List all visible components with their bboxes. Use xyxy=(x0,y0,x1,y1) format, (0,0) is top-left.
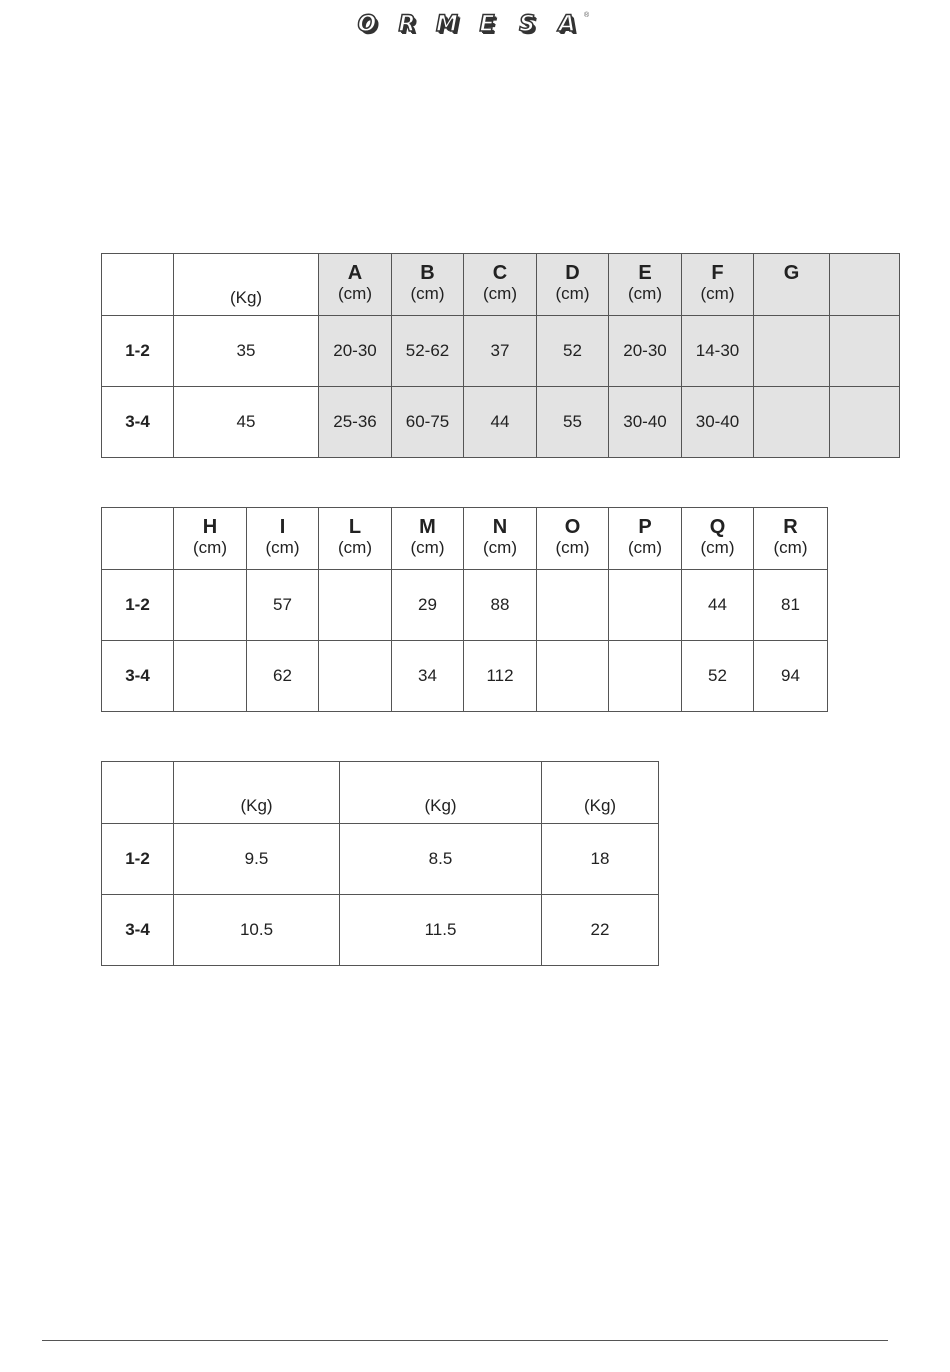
header-cell-c xyxy=(464,254,537,316)
table-cell: 62 xyxy=(247,641,319,712)
table-header-row xyxy=(102,508,828,570)
table-cell: 22 xyxy=(542,895,659,966)
header-letter: M xyxy=(419,516,436,538)
header-cell-p xyxy=(609,508,682,570)
table-cell: 25-36 xyxy=(319,387,392,458)
row-label: 3-4 xyxy=(102,641,174,712)
dimensions-table-1 xyxy=(101,253,900,458)
header-letter: L xyxy=(348,516,362,538)
header-cell-f xyxy=(682,254,754,316)
table-cell xyxy=(754,387,830,458)
table-cell xyxy=(319,570,392,641)
header-unit: (Kg) xyxy=(229,288,263,307)
header-unit: (Kg) xyxy=(424,796,457,815)
header-letter: C xyxy=(492,262,508,284)
table-row xyxy=(102,316,900,387)
header-letter: H xyxy=(202,516,218,538)
header-unit: (Kg) xyxy=(583,796,617,815)
table-cell xyxy=(830,316,900,387)
table-cell: 94 xyxy=(754,641,828,712)
header-cell-n xyxy=(464,508,537,570)
header-letter: F xyxy=(711,262,724,284)
row-label: 3-4 xyxy=(102,895,174,966)
table-header-row xyxy=(102,254,900,316)
logo-trademark: ® xyxy=(584,12,590,19)
table-cell: 9.5 xyxy=(174,824,340,895)
dimensions-table-2 xyxy=(101,507,828,712)
row-label: 1-2 xyxy=(102,316,174,387)
table-header-row xyxy=(102,762,659,824)
header-cell-g xyxy=(754,254,830,316)
header-letter: N xyxy=(492,516,508,538)
table-cell xyxy=(174,570,247,641)
header-cell-d xyxy=(537,254,609,316)
table-cell: 57 xyxy=(247,570,319,641)
table-cell: 18 xyxy=(542,824,659,895)
row-label: 1-2 xyxy=(102,824,174,895)
header-cell-weight xyxy=(174,254,319,316)
table-cell: 60-75 xyxy=(392,387,464,458)
logo-letter: S xyxy=(519,12,535,37)
header-cell-blank xyxy=(102,762,174,824)
header-cell-h xyxy=(174,508,247,570)
table-row xyxy=(102,641,828,712)
header-cell-blank xyxy=(102,254,174,316)
table-cell: 20-30 xyxy=(319,316,392,387)
header-cell-r xyxy=(754,508,828,570)
header-letter: E xyxy=(638,262,652,284)
table-cell: 35 xyxy=(174,316,319,387)
header-unit: (cm) xyxy=(628,538,662,557)
header-cell-o xyxy=(537,508,609,570)
header-letter: Q xyxy=(709,516,726,538)
logo-letter: M xyxy=(436,12,458,37)
table-cell: 30-40 xyxy=(682,387,754,458)
header-unit: (cm) xyxy=(628,284,662,303)
header-unit: (cm) xyxy=(193,538,227,557)
header-cell-blank-end xyxy=(830,254,900,316)
header-letter: B xyxy=(420,262,435,284)
table-cell: 88 xyxy=(464,570,537,641)
table-row xyxy=(102,824,659,895)
header-unit: (cm) xyxy=(483,284,517,303)
header-unit: (cm) xyxy=(700,538,735,557)
header-letter: R xyxy=(783,516,798,538)
table-cell: 52 xyxy=(537,316,609,387)
logo-letter: O xyxy=(357,12,377,37)
header-cell-b xyxy=(392,254,464,316)
table-cell xyxy=(609,641,682,712)
table-cell: 10.5 xyxy=(174,895,340,966)
header-cell-weight xyxy=(174,762,340,824)
weights-table xyxy=(101,761,659,966)
table-row xyxy=(102,387,900,458)
table-cell: 44 xyxy=(682,570,754,641)
table-cell: 8.5 xyxy=(340,824,542,895)
table-cell xyxy=(319,641,392,712)
header-letter: I xyxy=(279,516,286,538)
table-cell: 44 xyxy=(464,387,537,458)
header-unit: (cm) xyxy=(410,538,445,557)
header-unit: (cm) xyxy=(555,538,590,557)
header-letter: P xyxy=(638,516,652,538)
table-cell: 34 xyxy=(392,641,464,712)
header-unit: (cm) xyxy=(555,284,590,303)
logo-letter: A xyxy=(558,12,576,37)
logo-letter: R xyxy=(398,12,416,37)
header-cell-a xyxy=(319,254,392,316)
table-cell: 52-62 xyxy=(392,316,464,387)
table-cell: 81 xyxy=(754,570,828,641)
logo-letter: E xyxy=(479,12,495,37)
table-cell: 14-30 xyxy=(682,316,754,387)
table-row xyxy=(102,570,828,641)
header-letter: D xyxy=(565,262,580,284)
table-cell: 45 xyxy=(174,387,319,458)
row-label: 1-2 xyxy=(102,570,174,641)
header-unit: (cm) xyxy=(483,538,517,557)
header-cell-i xyxy=(247,508,319,570)
header-unit: (cm) xyxy=(773,538,808,557)
table-cell xyxy=(537,570,609,641)
header-cell-m xyxy=(392,508,464,570)
header-unit: (cm) xyxy=(410,284,445,303)
header-unit: (cm) xyxy=(338,538,372,557)
header-unit: (cm) xyxy=(338,284,372,303)
header-unit: (cm) xyxy=(700,284,735,303)
footer-divider xyxy=(42,1340,888,1341)
table-cell: 55 xyxy=(537,387,609,458)
header-cell-weight xyxy=(340,762,542,824)
table-cell: 37 xyxy=(464,316,537,387)
table-cell: 52 xyxy=(682,641,754,712)
header-cell-weight xyxy=(542,762,659,824)
table-cell: 20-30 xyxy=(609,316,682,387)
table-cell: 11.5 xyxy=(340,895,542,966)
header-letter: A xyxy=(347,262,363,284)
header-unit: (cm) xyxy=(265,538,300,557)
table-cell xyxy=(537,641,609,712)
header-cell-q xyxy=(682,508,754,570)
ormesa-logo xyxy=(352,12,592,42)
table-cell xyxy=(174,641,247,712)
table-cell: 112 xyxy=(464,641,537,712)
table-cell: 30-40 xyxy=(609,387,682,458)
table-row xyxy=(102,895,659,966)
header-letter: O xyxy=(564,516,581,538)
header-cell-l xyxy=(319,508,392,570)
row-label: 3-4 xyxy=(102,387,174,458)
header-unit: (Kg) xyxy=(240,796,273,815)
table-cell xyxy=(609,570,682,641)
table-cell: 29 xyxy=(392,570,464,641)
header-cell-blank xyxy=(102,508,174,570)
table-cell xyxy=(830,387,900,458)
header-letter: G xyxy=(783,262,800,284)
table-cell xyxy=(754,316,830,387)
header-cell-e xyxy=(609,254,682,316)
